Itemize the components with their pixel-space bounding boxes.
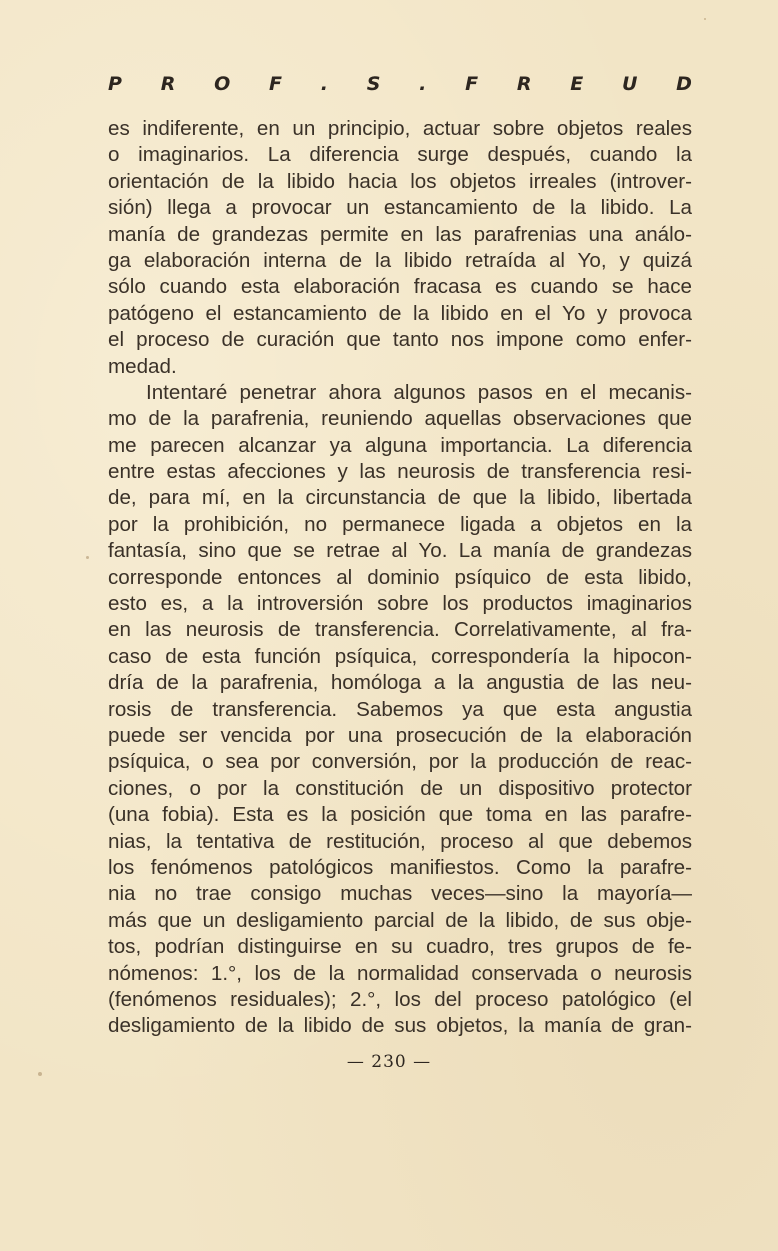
text-line: nia no trae consigo muchas veces—sino la mayoría— bbox=[108, 882, 692, 906]
text-line: desligamiento de la libido de sus objetos, la manía de gran- bbox=[108, 1014, 692, 1038]
text-line: rosis de transferencia. Sabemos ya que esta angustia bbox=[108, 697, 692, 721]
running-head-letter: R bbox=[516, 73, 532, 95]
running-head-letter: . bbox=[320, 73, 328, 95]
running-head-letter: . bbox=[419, 73, 427, 95]
running-head-letter: O bbox=[214, 73, 231, 95]
paper-speck bbox=[86, 556, 89, 559]
running-head-letter: R bbox=[160, 73, 176, 95]
text-line: más que un desligamiento parcial de la libido, de sus obje- bbox=[108, 908, 692, 932]
text-line: los fenómenos patológicos manifiestos. Como la parafre- bbox=[108, 855, 692, 879]
text-line: nias, la tentativa de restitución, proceso al que debemos bbox=[108, 829, 692, 853]
paragraph-2 bbox=[108, 380, 692, 1040]
text-line: Intentaré penetrar ahora algunos pasos en el mecanis- bbox=[146, 380, 692, 404]
text-line: sión) llega a provocar un estancamiento de la libido. La bbox=[108, 196, 692, 220]
text-line: nómenos: 1.°, los de la normalidad conservada o neurosis bbox=[108, 961, 692, 985]
running-head-letter: F bbox=[268, 73, 282, 95]
text-line: (una fobia). Esta es la posición que toma en las parafre- bbox=[108, 803, 692, 827]
text-line: psíquica, o sea por conversión, por la producción de reac- bbox=[108, 750, 692, 774]
text-line: ciones, o por la constitución de un dispositivo protector bbox=[108, 776, 692, 800]
text-line: ga elaboración interna de la libido retraída al Yo, y quizá bbox=[108, 248, 692, 272]
text-line: es indiferente, en un principio, actuar sobre objetos reales bbox=[108, 117, 692, 140]
text-line: orientación de la libido hacia los objetos irreales (introver- bbox=[108, 169, 692, 193]
text-line: dría de la parafrenia, homóloga a la angustia de las neu- bbox=[108, 671, 692, 695]
text-line: corresponde entonces al dominio psíquico de esta libido, bbox=[108, 565, 692, 589]
text-line: o imaginarios. La diferencia surge después, cuando la bbox=[108, 143, 692, 167]
paragraph-1 bbox=[108, 116, 692, 380]
running-head-letter: E bbox=[570, 73, 584, 95]
running-head-letter: D bbox=[676, 73, 692, 95]
running-head bbox=[108, 72, 692, 96]
running-head-letter: U bbox=[621, 73, 638, 95]
text-line: de, para mí, en la circunstancia de que la libido, libertada bbox=[108, 486, 692, 510]
text-line: entre estas afecciones y las neurosis de transferencia resi- bbox=[108, 460, 692, 484]
text-line: por la prohibición, no permanece ligada a objetos en la bbox=[108, 512, 692, 536]
text-line: tos, podrían distinguirse en su cuadro, tres grupos de fe- bbox=[108, 935, 692, 959]
text-line: en las neurosis de transferencia. Correlativamente, al fra- bbox=[108, 618, 692, 642]
text-line: esto es, a la introversión sobre los productos imaginarios bbox=[108, 592, 692, 616]
text-line: caso de esta función psíquica, correspondería la hipocon- bbox=[108, 644, 692, 668]
text-line: fantasía, sino que se retrae al Yo. La manía de grandezas bbox=[108, 539, 692, 563]
text-line: me parecen alcanzar ya alguna importancia. La diferencia bbox=[108, 433, 692, 457]
running-head-letter: P bbox=[108, 73, 122, 95]
text-line: manía de grandezas permite en las parafrenias una análo- bbox=[108, 222, 692, 246]
running-head-letter: F bbox=[465, 73, 479, 95]
page-number: — 230 — bbox=[346, 1052, 432, 1072]
text-line: medad. bbox=[108, 354, 177, 378]
text-line: mo de la parafrenia, reuniendo aquellas observaciones que bbox=[108, 407, 692, 431]
running-head-letter: S bbox=[366, 73, 381, 95]
text-line: (fenómenos residuales); 2.°, los del proceso patológico (el bbox=[108, 987, 692, 1011]
text-line: puede ser vencida por una prosecución de la elaboración bbox=[108, 723, 692, 747]
paper-speck bbox=[704, 18, 706, 20]
text-line: el proceso de curación que tanto nos impone como enfer- bbox=[108, 328, 692, 352]
text-line: sólo cuando esta elaboración fracasa es cuando se hace bbox=[108, 275, 692, 299]
paper-speck bbox=[38, 1072, 42, 1076]
body-text bbox=[108, 116, 692, 1040]
text-line: patógeno el estancamiento de la libido en el Yo y provoca bbox=[108, 301, 692, 325]
